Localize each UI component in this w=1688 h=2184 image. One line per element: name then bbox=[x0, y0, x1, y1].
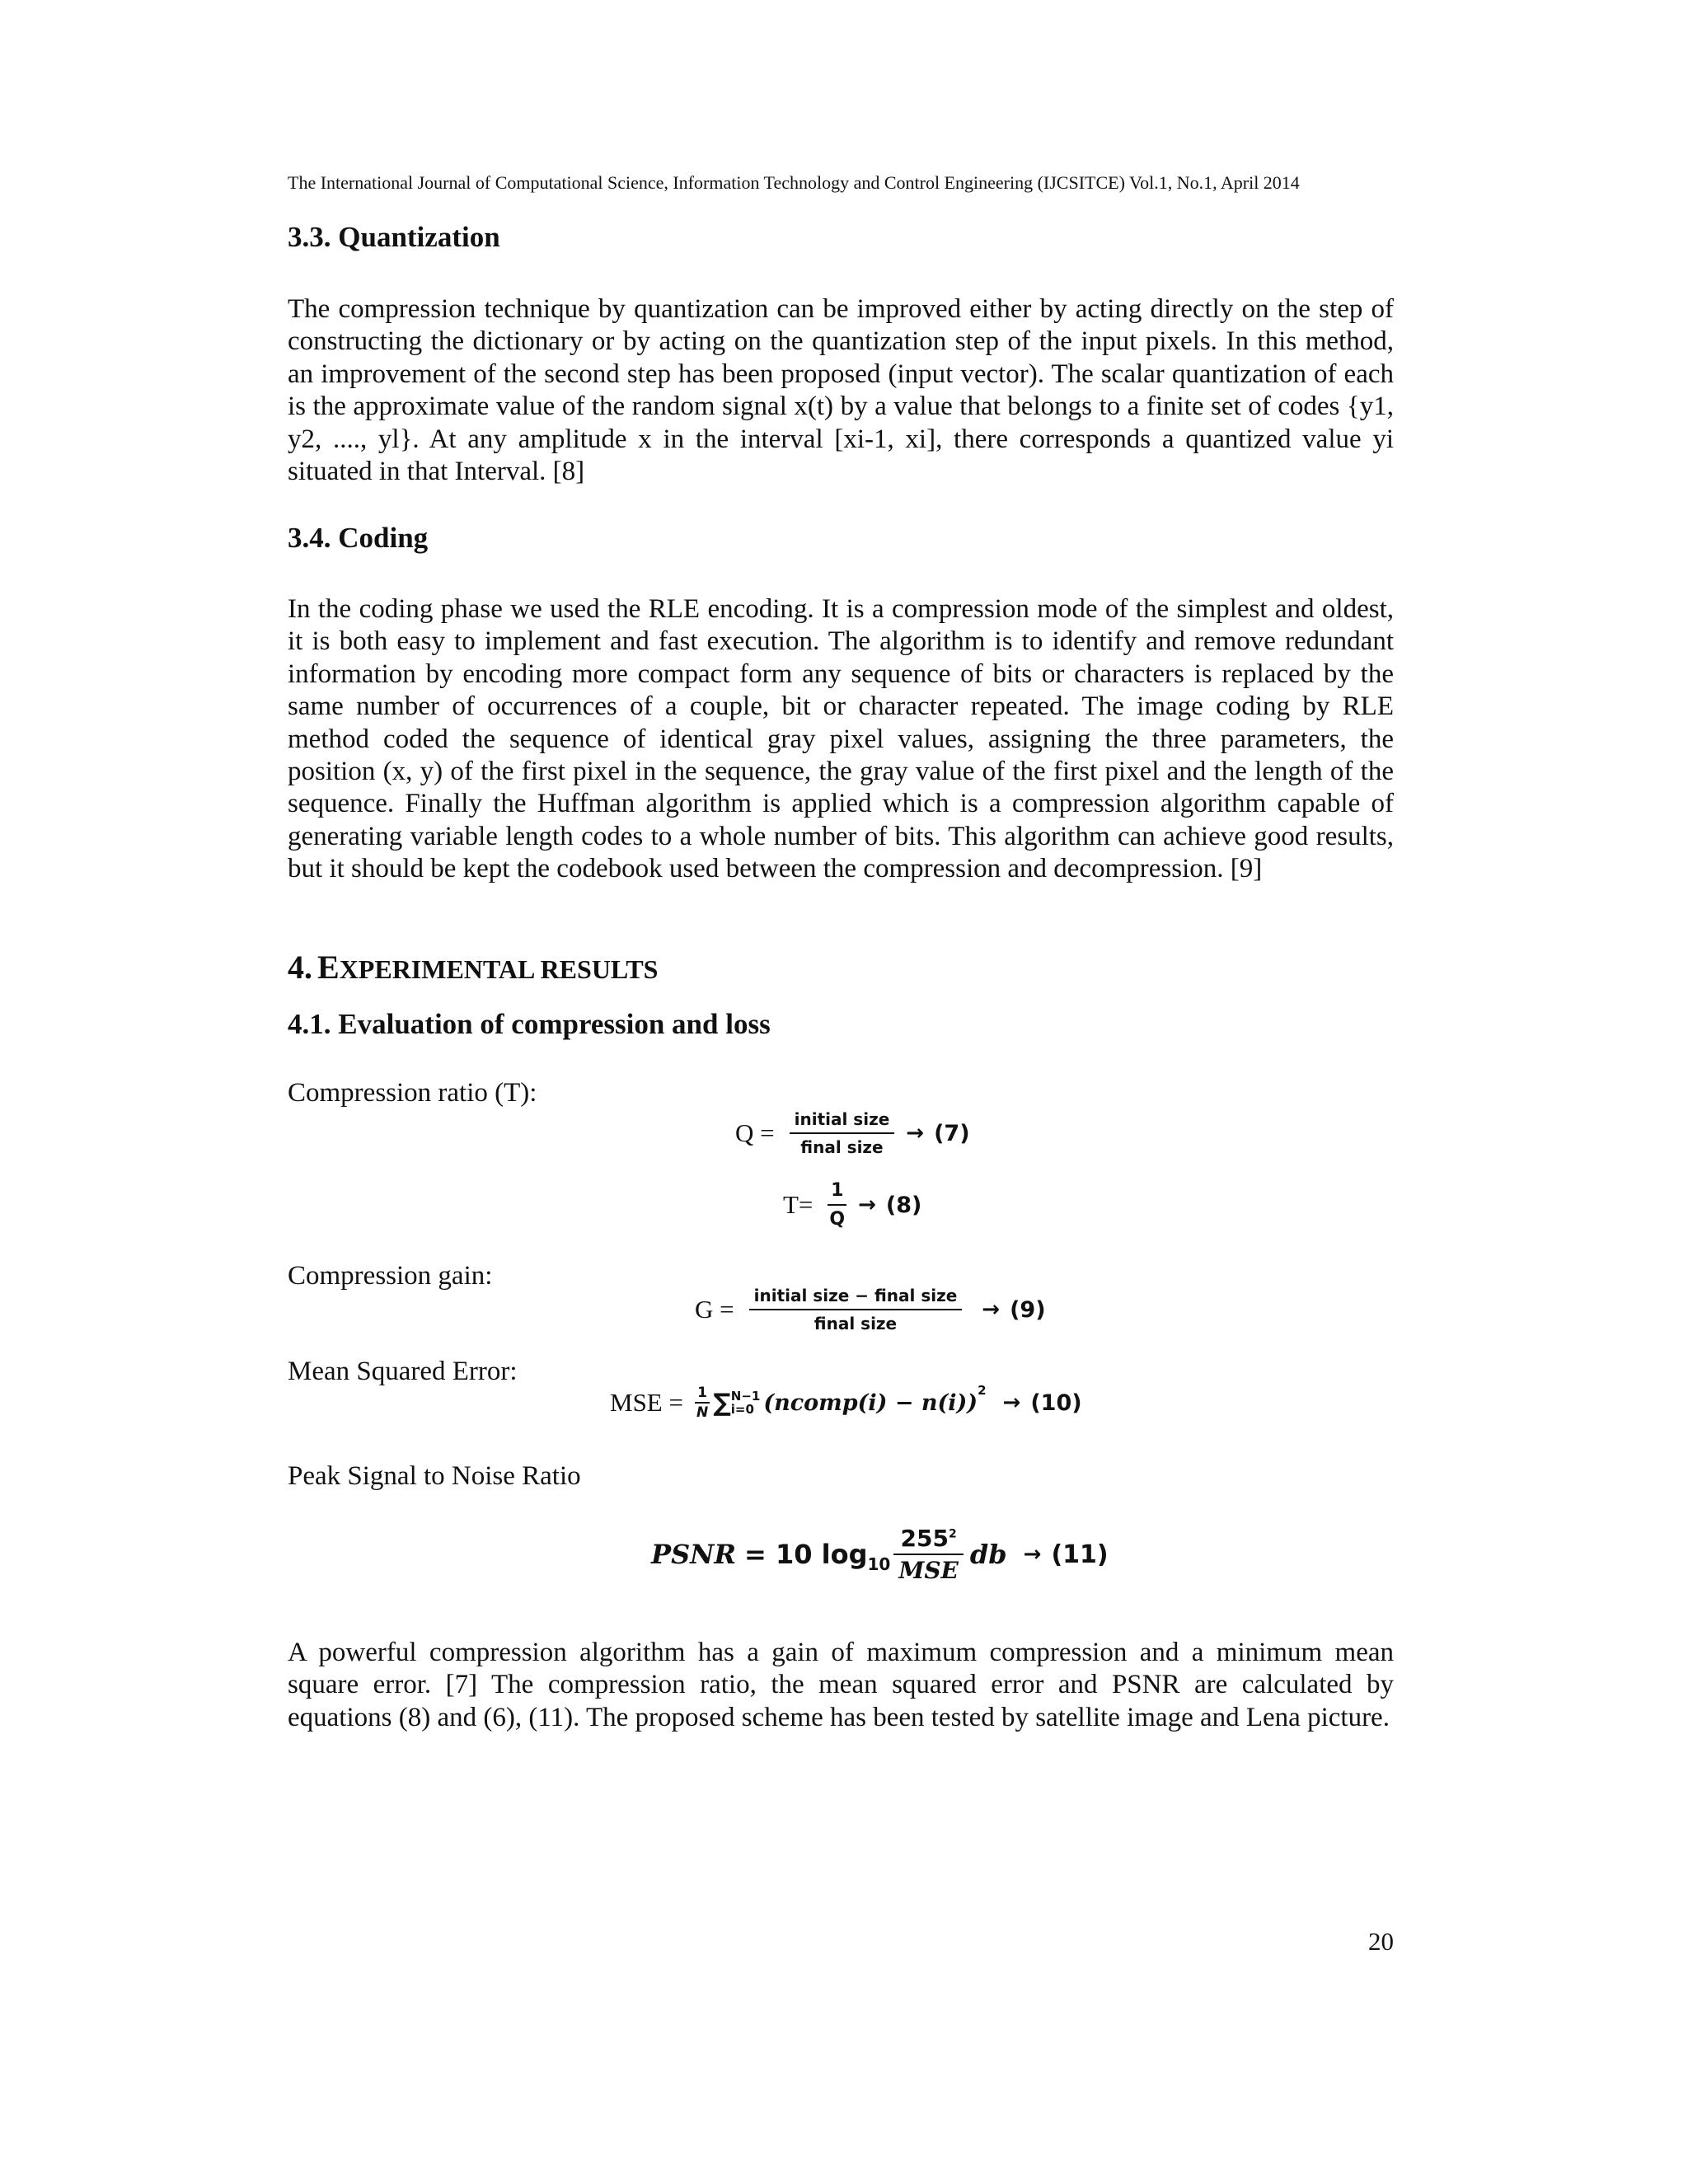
compression-ratio-label: Compression ratio (T): bbox=[288, 1078, 537, 1108]
eq9-fraction-bar bbox=[749, 1309, 963, 1310]
eq8-numerator: 1 bbox=[831, 1180, 844, 1201]
section-4-title-rest: XPERIMENTAL RESULTS bbox=[339, 954, 659, 984]
eq10-body: (ncomp(i) − n(i)) bbox=[763, 1390, 978, 1416]
eq10-fraction bbox=[695, 1385, 710, 1421]
section-3-4-paragraph: In the coding phase we used the RLE encoding. It is a compression mode of the simplest and oldest, it is both easy to implement and fast execution. The algorithm is to identify and remove redundant information by encoding more compact form any sequence of bits or characters is replaced by the same number of occurrences of a couple, bit or character repeated. The image coding by RLE method coded the sequence of identical gray pixel values, assigning the three parameters, the position (x, y) of the first pixel in the sequence, the gray value of the first pixel and the length of the sequence. Finally the Huffman algorithm is applied which is a compression algorithm capable of generating variable length codes to a whole number of bits. This algorithm can achieve good results, but it should be kept the codebook used between the compression and decompression. [9] bbox=[288, 594, 1394, 884]
eq11-log-base: 10 bbox=[867, 1554, 891, 1574]
equation-11 bbox=[651, 1525, 1109, 1584]
eq10-sum-lower: i=0 bbox=[730, 1402, 754, 1417]
eq7-fraction bbox=[790, 1109, 895, 1157]
eq11-unit: db bbox=[969, 1539, 1007, 1570]
equation-7 bbox=[735, 1109, 970, 1157]
eq11-fraction bbox=[893, 1525, 964, 1584]
section-3-3-title: 3.3. Quantization bbox=[288, 221, 500, 253]
eq8-denominator: Q bbox=[829, 1209, 846, 1230]
section-4-number: 4. bbox=[288, 949, 312, 986]
eq7-fraction-bar bbox=[790, 1132, 895, 1134]
section-3-4-title: 3.4. Coding bbox=[288, 522, 429, 554]
eq11-denominator: MSE bbox=[898, 1557, 959, 1584]
eq10-power: 2 bbox=[978, 1383, 987, 1398]
eq10-fraction-bar bbox=[695, 1402, 710, 1404]
eq10-sum-symbol: ∑ bbox=[713, 1388, 731, 1418]
eq10-arrow-icon: → bbox=[1002, 1390, 1021, 1415]
compression-gain-label: Compression gain: bbox=[288, 1261, 493, 1291]
eq10-tag: (10) bbox=[1030, 1390, 1082, 1416]
eq11-equals-log: = 10 log bbox=[744, 1539, 868, 1570]
page-number: 20 bbox=[1368, 1927, 1394, 1956]
section-4-title-initial: E bbox=[317, 949, 340, 986]
eq8-lhs: T= bbox=[783, 1190, 814, 1219]
eq7-arrow-icon: → bbox=[906, 1121, 925, 1146]
eq9-fraction bbox=[749, 1286, 963, 1333]
equation-8 bbox=[783, 1180, 921, 1230]
eq10-sum-upper: N−1 bbox=[730, 1389, 761, 1404]
eq10-lhs: MSE = bbox=[610, 1388, 683, 1417]
eq7-denominator: final size bbox=[800, 1137, 884, 1157]
section-4-1-paragraph: A powerful compression algorithm has a gain of maximum compression and a minimum mean square error. [7] The compression ratio, the mean squared error and PSNR are calculated by equations (8) and (6), (11). The proposed scheme has been tested by satellite image and Lena picture. bbox=[288, 1638, 1394, 1732]
eq11-numerator bbox=[896, 1525, 962, 1552]
section-4-title bbox=[288, 948, 658, 987]
eq11-fraction-bar bbox=[893, 1554, 964, 1555]
eq9-tag: (9) bbox=[1010, 1296, 1046, 1323]
section-3-3-paragraph: The compression technique by quantization can be improved either by acting directly on the step of constructing the dictionary or by acting on the quantization step of the input pixels. In this method, an improvement of the second step has been proposed (input vector). The scalar quantization of each is the approximate value of the random signal x(t) by a value that belongs to a finite set of codes {y1, y2, ...., yl}. At any amplitude x in the interval [xi-1, xi], there corresponds a quantized value yi situated in that Interval. [8] bbox=[288, 294, 1394, 487]
eq9-lhs: G = bbox=[695, 1295, 734, 1324]
eq10-numerator: 1 bbox=[697, 1385, 708, 1401]
eq8-arrow-icon: → bbox=[858, 1193, 876, 1217]
eq9-denominator: final size bbox=[814, 1314, 898, 1333]
eq11-arrow-icon: → bbox=[1023, 1542, 1042, 1567]
eq11-tag: (11) bbox=[1051, 1540, 1109, 1569]
eq11-lhs: PSNR bbox=[651, 1539, 737, 1570]
equation-10 bbox=[610, 1385, 1082, 1421]
journal-header: The International Journal of Computational Science, Information Technology and Control Engineering (IJCSITCE) Vol.1, No.1, April 2014 bbox=[288, 172, 1300, 193]
eq9-numerator: initial size − final size bbox=[753, 1286, 958, 1305]
eq10-sum-limits bbox=[731, 1390, 761, 1416]
section-4-1-title: 4.1. Evaluation of compression and loss bbox=[288, 1008, 771, 1040]
eq11-numerator-power: 2 bbox=[948, 1527, 957, 1541]
eq7-lhs: Q = bbox=[735, 1118, 775, 1147]
eq9-arrow-icon: → bbox=[982, 1297, 1001, 1322]
eq8-fraction-bar bbox=[828, 1204, 846, 1206]
eq11-numerator-value: 255 bbox=[900, 1525, 949, 1552]
eq7-numerator: initial size bbox=[794, 1109, 890, 1129]
eq8-tag: (8) bbox=[885, 1192, 922, 1218]
eq7-tag: (7) bbox=[934, 1120, 970, 1146]
eq8-fraction bbox=[828, 1180, 846, 1230]
eq10-denominator: N bbox=[696, 1404, 709, 1421]
psnr-label: Peak Signal to Noise Ratio bbox=[288, 1461, 581, 1491]
mean-squared-error-label: Mean Squared Error: bbox=[288, 1357, 518, 1386]
equation-9 bbox=[695, 1286, 1046, 1333]
